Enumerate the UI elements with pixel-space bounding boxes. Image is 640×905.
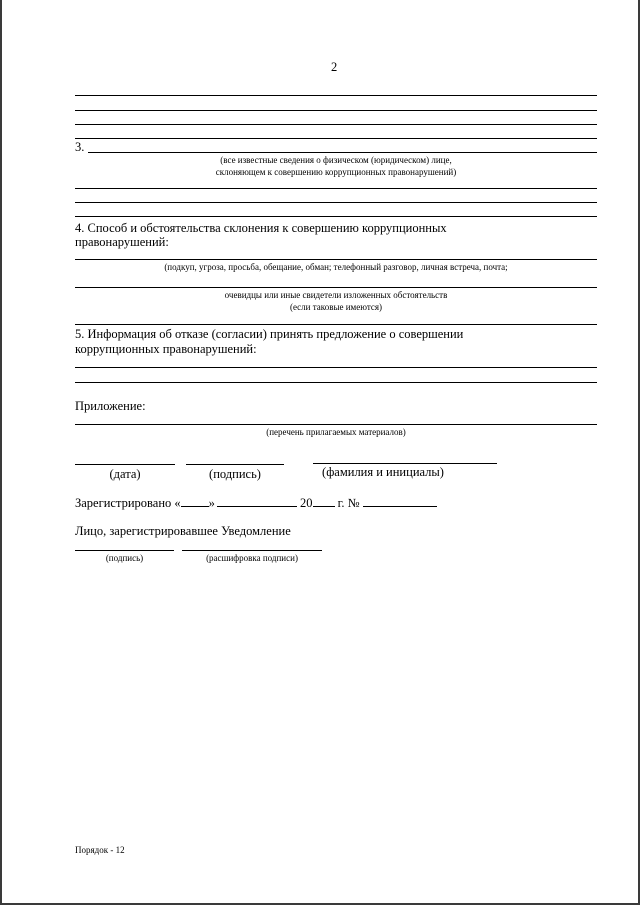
- blank-line: [75, 216, 597, 217]
- section4-caption-3: (если таковые имеются): [289, 302, 383, 312]
- blank-line: [75, 287, 597, 288]
- section5-heading-1: 5. Информация об отказе (согласии) принять предложение о совершении: [75, 327, 464, 341]
- name-line: [313, 463, 497, 464]
- registration-year-field: [313, 495, 335, 507]
- section3-caption-1: (все известные сведения о физическом (юридическом) лице,: [220, 155, 452, 165]
- registrar-title: Лицо, зарегистрировавшее Уведомление: [75, 524, 291, 538]
- date-caption: (дата): [109, 467, 141, 481]
- blank-line: [75, 382, 597, 383]
- date-line: [75, 464, 175, 465]
- signature-line: [186, 464, 284, 465]
- blank-line: [75, 124, 597, 125]
- registration-number-label: г. №: [337, 496, 360, 510]
- blank-line: [75, 324, 597, 325]
- registration-year-prefix: 20: [300, 496, 313, 510]
- section4-caption-1: (подкуп, угроза, просьба, обещание, обман; телефонный разговор, личная встреча, почта;: [164, 262, 508, 272]
- blank-line: [75, 110, 597, 111]
- registration-month-field: [217, 495, 297, 507]
- section4-caption-2: очевидцы или иные свидетели изложенных обстоятельств: [224, 290, 448, 300]
- footer-text: Порядок - 12: [75, 845, 125, 855]
- section4-heading-1: 4. Способ и обстоятельства склонения к совершению коррупционных: [75, 221, 447, 235]
- attachment-label: Приложение:: [75, 399, 146, 413]
- scan-edge-left: [0, 0, 2, 905]
- section3-number: 3.: [75, 140, 85, 154]
- registrar-signature-caption: (подпись): [105, 553, 144, 563]
- registrar-transcript-caption: (расшифровка подписи): [206, 553, 298, 563]
- section3-fill-line: [88, 152, 597, 153]
- registration-label: Зарегистрировано «: [75, 496, 181, 510]
- section3-caption-2: склоняющем к совершению коррупционных правонарушений): [215, 167, 457, 177]
- registrar-transcript-line: [182, 550, 322, 551]
- attachment-caption: (перечень прилагаемых материалов): [266, 427, 406, 437]
- blank-line: [75, 259, 597, 260]
- registration-row: [75, 495, 437, 511]
- section5-heading-2: коррупционных правонарушений:: [75, 342, 257, 356]
- page-number: 2: [331, 60, 338, 74]
- signature-caption: (подпись): [209, 467, 261, 481]
- registration-number-field: [363, 495, 437, 507]
- blank-line: [75, 367, 597, 368]
- name-caption: (фамилия и инициалы): [322, 465, 444, 479]
- registration-day-field: [181, 495, 209, 507]
- registration-quote-close: »: [208, 496, 215, 510]
- attachment-line: [75, 424, 597, 425]
- section4-heading-2: правонарушений:: [75, 235, 169, 249]
- blank-line: [75, 202, 597, 203]
- registrar-signature-line: [75, 550, 174, 551]
- blank-line: [75, 138, 597, 139]
- blank-line: [75, 95, 597, 96]
- blank-line: [75, 188, 597, 189]
